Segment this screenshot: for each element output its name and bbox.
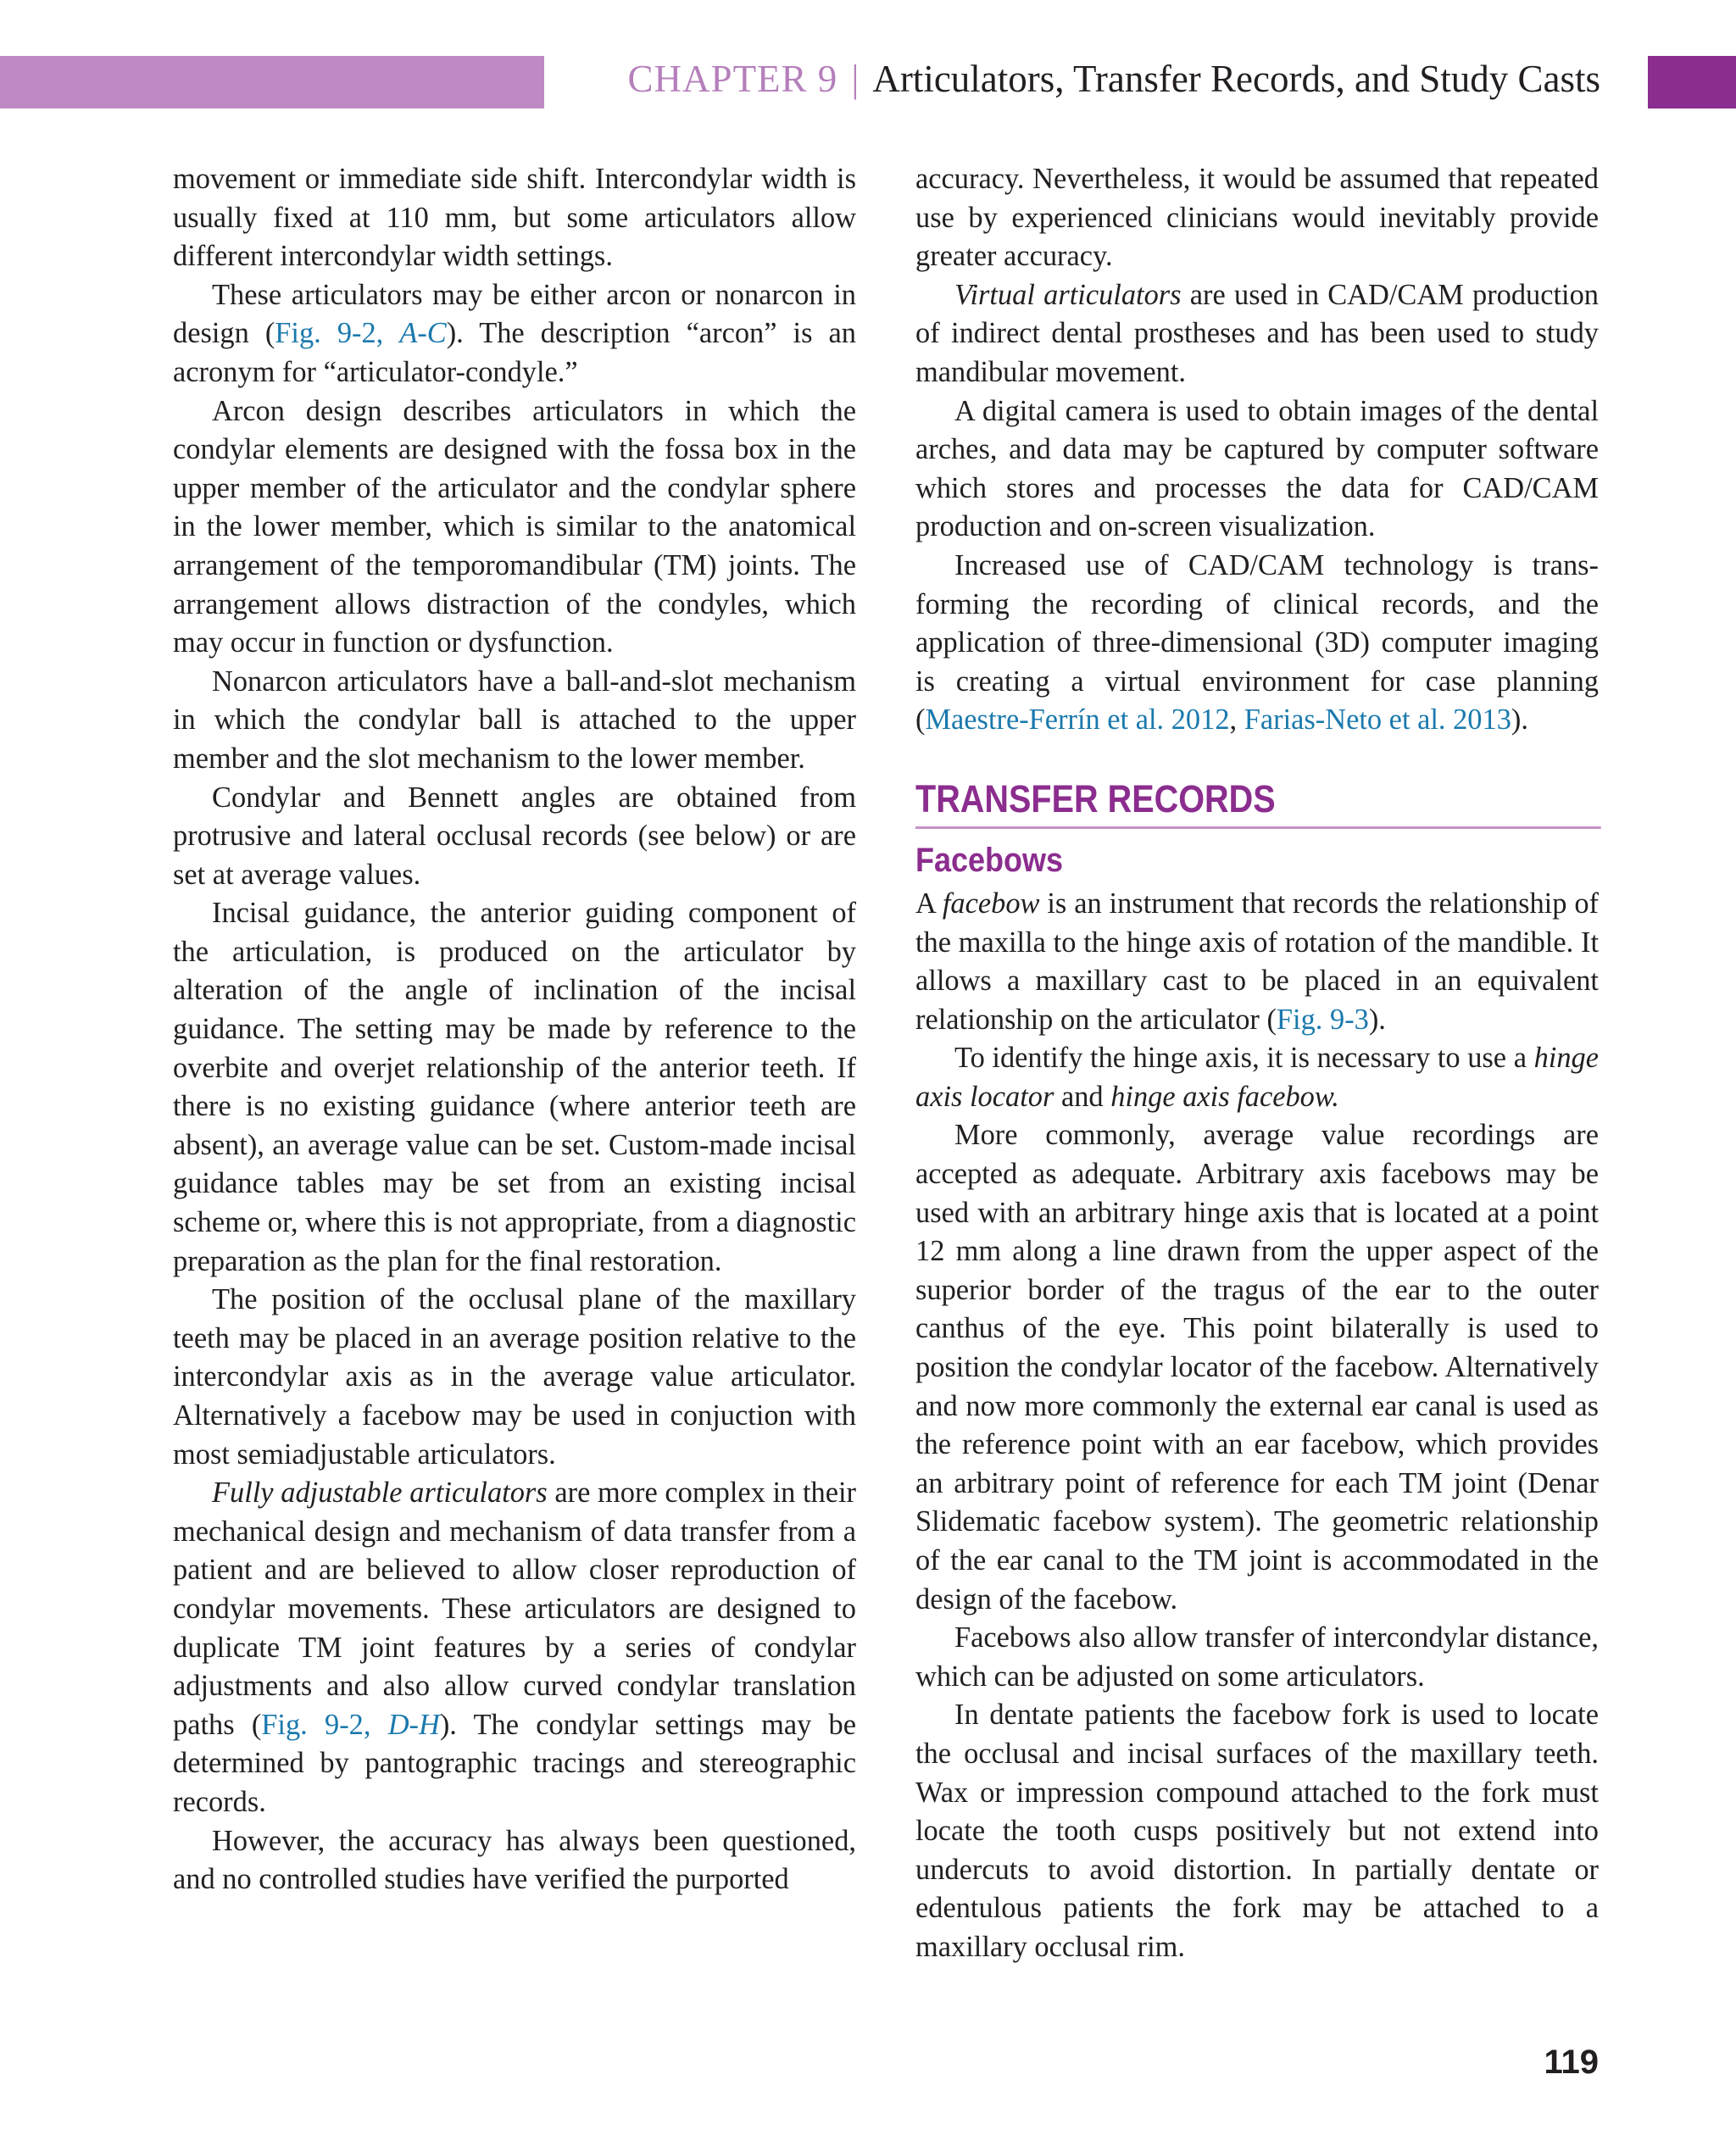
paragraph: Condylar and Bennett angles are obtained from protrusive and lateral occlusal records (see below) or are set at average values. [173, 781, 856, 891]
sub-heading: Facebows [915, 841, 1064, 879]
paragraph: movement or immediate side shift. Intercondylar width is usually fixed at 110 mm, but some articulators allow different intercondylar width settings. [173, 163, 856, 273]
left-column [173, 160, 856, 1899]
paragraph: Increased use of CAD/CAM technology is transforming the recording of clinical records, and the application of three-dimensional (3D) computer imaging is creating a virtual environment for case planning (Maestre-Ferrín et al. 2012, Farias-Neto et al. 2013). [915, 548, 1599, 737]
paragraph: In dentate patients the facebow fork is used to locate the occlusal and incisal surfaces of the maxillary teeth. Wax or impression compound attached to the fork must locate the tooth cusps positively but not extend into undercuts to avoid distortion. In partially dentate or edentulous patients the fork may be attached to a maxillary occlusal rim. [915, 1699, 1599, 1963]
paragraph: To identify the hinge axis, it is necessary to use a hinge axis locator and hinge axis facebow. [915, 1042, 1599, 1113]
chapter-label: CHAPTER 9 [627, 58, 838, 100]
reference-link[interactable]: Farias-Neto et al. 2013 [1244, 703, 1511, 737]
paragraph: More commonly, average value recordings are accepted as adequate. Arbitrary axis facebows may be used with an arbitrary hinge axis that is located at a point 12 mm along a line drawn from the upper aspect of the superior border of the tragus of the ear to the outer canthus of the eye. This point bilaterally is used to position the condylar locator of the facebow. Alternatively and now more commonly the external ear canal is used as the reference point with an ear facebow, which provides an arbitrary point of reference for each TM joint (Denar Slidematic facebow system). The geometric relationship of the ear canal to the TM joint is accommodated in the design of the facebow. [915, 1119, 1599, 1615]
header-color-bar [0, 56, 544, 108]
header-separator: | [851, 58, 860, 100]
right-column [915, 160, 1599, 1967]
paragraph: Nonarcon articulators have a ball-and-slot mechanism in which the condylar ball is attached to the upper member and the slot mechanism to the lower member. [173, 665, 856, 775]
running-header [628, 49, 1600, 108]
section-heading: TRANSFER RECORDS [915, 777, 1601, 829]
figure-link[interactable]: Fig. 9-2, A-C [275, 317, 447, 350]
paragraph: A digital camera is used to obtain images of the dental arches, and data may be captured by computer software which stores and processes the data for CAD/​CAM production and on-screen visualization. [915, 394, 1599, 543]
paragraph: Incisal guidance, the anterior guiding component of the articulation, is produced on the articulator by alteration of the angle of inclination of the incisal guidance. The setting may be made by reference to the overbite and overjet relationship of the anterior teeth. If there is no existing guidance (where anterior teeth are absent), an average value can be set. Custom-made incisal guidance tables may be set from an existing incisal scheme or, where this is not appropriate, from a diagnostic preparation as the plan for the final restoration. [173, 897, 856, 1277]
paragraph: A facebow is an instrument that records the relationship of the maxilla to the hinge axis of rotation of the mandible. It allows a maxillary cast to be placed in an equivalent relationship on the articulator (Fig. 9-3). [915, 887, 1599, 1036]
reference-link[interactable]: Maestre-Ferrín et al. 2012 [925, 703, 1230, 737]
paragraph: Facebows also allow transfer of intercondylar distance, which can be adjusted on some articulators. [915, 1621, 1599, 1693]
paragraph: The position of the occlusal plane of the maxillary teeth may be placed in an average position relative to the intercondylar axis as in the average value articulator. Alternatively a facebow may be used in conjuction with most semiadjustable articulators. [173, 1283, 856, 1471]
figure-link[interactable]: Fig. 9-3 [1276, 1003, 1369, 1036]
paragraph: Arcon design describes articulators in which the condylar elements are designed with the fossa box in the upper member of the articulator and the condylar sphere in the lower member, which is similar to the anatomical arrangement of the temporomandibular (TM) joints. The arrangement allows distraction of the condyles, which may occur in function or dysfunction. [173, 394, 856, 659]
paragraph: Fully adjustable articulators are more complex in their mechanical design and mechanism of data transfer from a patient and are believed to allow closer reproduction of condylar movements. These articulators are designed to duplicate TM joint features by a series of condylar adjustments and also allow curved condylar translation paths (Fig. 9-2, D-H). The condylar settings may be determined by pantographic tracings and stereographic records. [173, 1476, 857, 1818]
figure-link[interactable]: Fig. 9-2, D-H [261, 1708, 440, 1741]
paragraph: These articulators may be either arcon or nonarcon in design (Fig. 9-2, A-C). The description “arcon” is an acronym for “articulator-condyle.” [173, 278, 856, 388]
paragraph: accuracy. Nevertheless, it would be assumed that repeated use by experienced clinicians would inevitably provide greater accuracy. [915, 163, 1599, 273]
paragraph: Virtual articulators are used in CAD/CAM production of indirect dental prostheses and has been used to study mandibular movement. [915, 278, 1599, 388]
page-number: 119 [1544, 2044, 1599, 2081]
header-accent-block [1648, 56, 1736, 108]
paragraph: However, the accuracy has always been questioned, and no controlled studies have verified the purported [173, 1824, 856, 1896]
chapter-title: Articulators, Transfer Records, and Study Casts [872, 58, 1600, 100]
